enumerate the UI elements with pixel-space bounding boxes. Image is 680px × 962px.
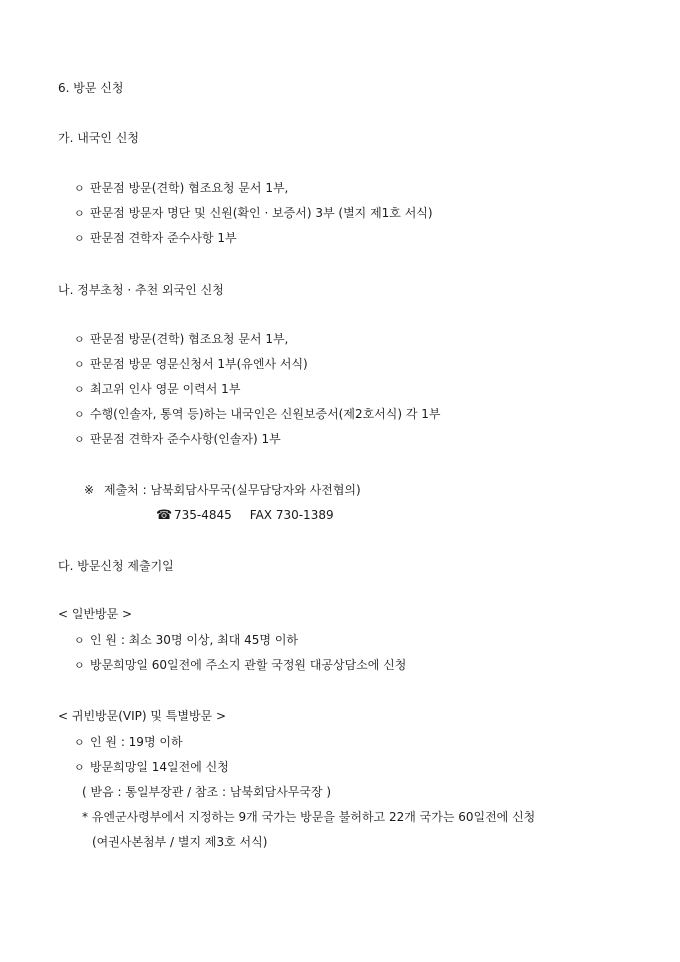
phone-number: 735-4845 (174, 508, 232, 522)
submit-label: 제출처 : 남북회담사무국(실무담당자와 사전협의) (104, 483, 361, 497)
list-item (74, 331, 288, 347)
list-item-text: 판문점 견학자 준수사항(인솔자) 1부 (90, 432, 281, 446)
part-a-title: 가. 내국인 신청 (58, 131, 139, 145)
list-item (74, 657, 406, 673)
list-item-text: 인 원 : 최소 30명 이상, 최대 45명 이하 (90, 633, 299, 647)
bullet-marker: ㅇ (74, 207, 85, 220)
part-c-title: 다. 방문신청 제출기일 (58, 559, 174, 573)
recipient-line: ( 받음 : 통일부장관 / 참조 : 남북회담사무국장 ) (82, 785, 332, 799)
list-item-text: 최고위 인사 영문 이력서 1부 (90, 382, 241, 396)
bullet-marker: ㅇ (74, 736, 85, 749)
list-item (74, 381, 240, 397)
bullet-marker: ㅇ (74, 182, 85, 195)
vip-visit-heading: < 귀빈방문(VIP) 및 특별방문 > (58, 709, 227, 723)
submit-info (84, 482, 361, 498)
list-item (74, 406, 441, 422)
bullet-marker: ㅇ (74, 408, 85, 421)
list-item-text: 판문점 방문(견학) 협조요청 문서 1부, (90, 332, 289, 346)
list-item-text: 수행(인솔자, 통역 등)하는 내국인은 신원보증서(제2호서식) 각 1부 (90, 407, 441, 421)
list-item (74, 356, 308, 372)
bullet-marker: ㅇ (74, 761, 85, 774)
list-item-text: 판문점 방문(견학) 협조요청 문서 1부, (90, 181, 289, 195)
vip-note-sub: (여권사본첨부 / 별지 제3호 서식) (92, 835, 268, 849)
part-b-title: 나. 정부초청 · 추천 외국인 신청 (58, 283, 224, 297)
list-item (74, 759, 229, 775)
list-item (74, 230, 237, 246)
general-visit-heading: < 일반방문 > (58, 607, 133, 621)
list-item (74, 431, 281, 447)
section-title: 6. 방문 신청 (58, 81, 124, 95)
bullet-marker: ㅇ (74, 358, 85, 371)
list-item-text: 판문점 방문자 명단 및 신원(확인 · 보증서) 3부 (별지 제1호 서식) (90, 206, 433, 220)
list-item-text: 판문점 견학자 준수사항 1부 (90, 231, 237, 245)
list-item (74, 734, 183, 750)
list-item-text: 방문희망일 14일전에 신청 (90, 760, 229, 774)
bullet-marker: ㅇ (74, 433, 85, 446)
vip-note: * 유엔군사령부에서 지정하는 9개 국가는 방문을 불허하고 22개 국가는 60일전에 신청 (82, 810, 536, 824)
bullet-marker: ㅇ (74, 232, 85, 245)
bullet-marker: ㅇ (74, 333, 85, 346)
note-mark-icon: ※ (84, 483, 95, 497)
bullet-marker: ㅇ (74, 634, 85, 647)
list-item-text: 방문희망일 60일전에 주소지 관할 국정원 대공상담소에 신청 (90, 658, 407, 672)
list-item-text: 판문점 방문 영문신청서 1부(유엔사 서식) (90, 357, 308, 371)
fax-number: FAX 730-1389 (249, 508, 334, 522)
list-item-text: 인 원 : 19명 이하 (90, 735, 183, 749)
bullet-marker: ㅇ (74, 383, 85, 396)
list-item (74, 205, 433, 221)
list-item (74, 632, 298, 648)
contact-line (156, 507, 334, 523)
list-item (74, 180, 288, 196)
bullet-marker: ㅇ (74, 659, 85, 672)
phone-icon: ☎ (156, 508, 173, 523)
